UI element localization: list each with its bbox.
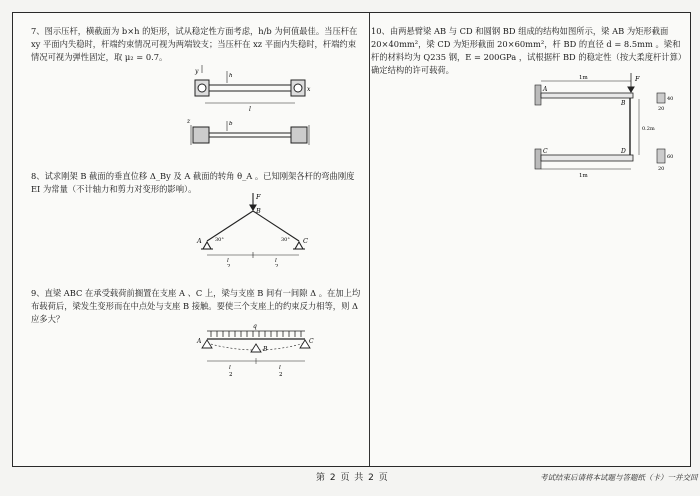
label-C: C xyxy=(309,338,314,345)
dim-left-2: 2 xyxy=(227,264,231,267)
question-8-text: 8、试求刚架 B 截面的垂直位移 Δ_By 及 A 截面的转角 θ_A 。已知刚架各杆的弯曲刚度 EI 为常量（不计轴力和剪力对变形的影响）。 xyxy=(31,171,355,194)
column-top-view xyxy=(195,65,305,103)
label-B: B xyxy=(263,346,268,353)
label-A: A xyxy=(197,338,202,345)
label-A: A xyxy=(197,237,202,245)
label-l: l xyxy=(249,106,251,113)
supports xyxy=(202,340,310,352)
label-B: B xyxy=(256,207,261,215)
label-D: D xyxy=(621,148,626,155)
label-z: z xyxy=(187,118,191,125)
question-10-text: 10、由两悬臂梁 AB 与 CD 和圆钢 BD 组成的结构如图所示，梁 AB 为矩形截面 20×40mm²，梁 CD 为矩形截面 20×60mm²，杆 BD 的直径 d = 8.5mm 。梁和杆的材料均为 Q235 钢，E = 200GPa ，试根据杆 BD 的稳定性（按大柔度杆计算）确定结构的许可载荷。 xyxy=(371,26,683,75)
question-9-figure xyxy=(193,319,323,381)
question-8-figure xyxy=(189,191,319,267)
section-AB-b: 20 xyxy=(658,106,665,112)
label-B: B xyxy=(621,100,626,107)
section-AB-h: 40 xyxy=(667,96,674,102)
question-10-figure xyxy=(521,73,681,179)
question-7-figure xyxy=(181,65,321,155)
dim-left-2: 2 xyxy=(229,372,233,378)
column-divider xyxy=(369,13,370,466)
load-F: F xyxy=(635,75,640,83)
dim-top-1m: 1m xyxy=(579,75,588,81)
dim-left-l: l xyxy=(227,258,229,264)
dim-right-2: 2 xyxy=(275,264,279,267)
label-q: q xyxy=(253,323,257,330)
label-h: h xyxy=(229,73,233,79)
question-9-text: 9、直梁 ABC 在承受载荷前搁置在支座 A 、C 上，梁与支座 B 间有一间隙 Δ 。在加上均布载荷后，梁发生变形而在中点处与支座 B 接触。要使三个支座上的约束反力相等，则 Δ 应多大？ xyxy=(31,288,361,324)
frame-members xyxy=(201,193,305,258)
dimension-line xyxy=(207,358,305,364)
angle-right: 30° xyxy=(281,237,290,243)
label-C: C xyxy=(543,148,548,155)
cantilever-CD xyxy=(535,149,633,169)
question-10 xyxy=(371,25,683,77)
load-F: F xyxy=(256,193,261,201)
rod-BD xyxy=(628,73,634,155)
page-number: 第 2 页 共 2 页 xyxy=(316,473,389,483)
section-CD-b: 20 xyxy=(658,166,665,172)
dim-height: 0.2m xyxy=(642,126,655,132)
section-AB xyxy=(657,93,673,112)
dim-bottom-1m: 1m xyxy=(579,173,588,179)
label-A: A xyxy=(543,86,548,93)
footer-note: 考试结束后请将本试题与答题纸（卡）一并交回 xyxy=(540,473,698,482)
dim-right-2: 2 xyxy=(279,372,283,378)
label-b: b xyxy=(229,121,233,127)
exam-sheet xyxy=(12,12,691,467)
cantilever-AB xyxy=(535,85,633,105)
angle-left: 30° xyxy=(215,237,224,243)
dim-left-l: l xyxy=(229,365,231,371)
label-y: y xyxy=(195,68,199,75)
section-CD-h: 60 xyxy=(667,154,674,160)
dim-right-l: l xyxy=(279,365,281,371)
column-side-view xyxy=(191,121,309,145)
dim-right-l: l xyxy=(275,258,277,264)
label-C: C xyxy=(303,237,308,245)
question-7-text: 7、图示压杆，横截面为 b×h 的矩形，试从稳定性方面考虑，h/b 为何值最佳。当压杆在 xy 平面内失稳时，杆端约束情况可视为两端铰支；当压杆在 xz 平面内失稳时，杆端约束情况可视为弹性固定，取 μ₂ = 0.7。 xyxy=(31,26,358,62)
section-CD xyxy=(657,149,673,172)
distributed-load xyxy=(207,331,305,337)
label-x: x xyxy=(307,86,311,93)
question-7 xyxy=(31,25,361,64)
